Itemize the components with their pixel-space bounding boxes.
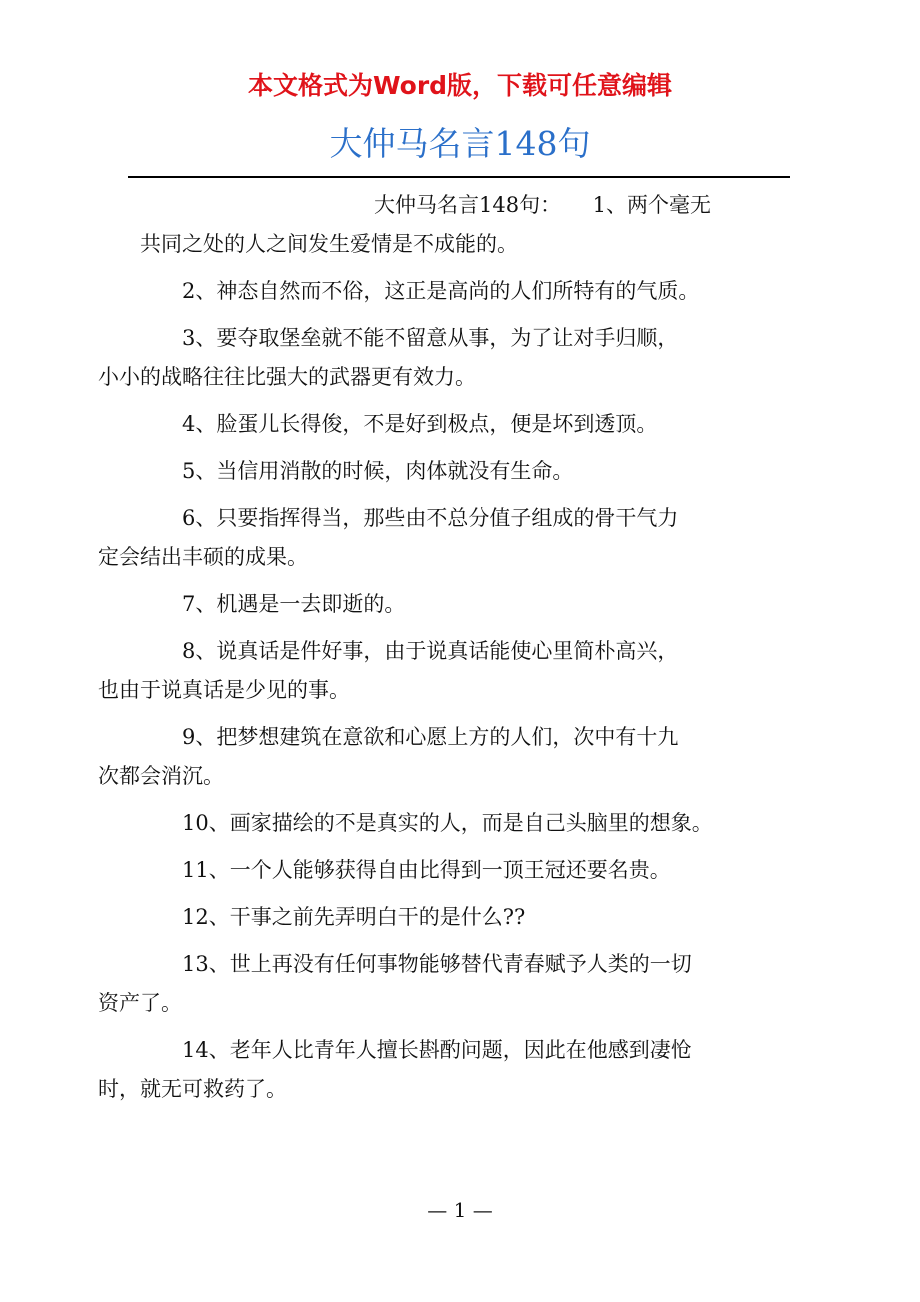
quote-line: 时，就无可救药了。: [98, 1077, 287, 1101]
quote-line: 也由于说真话是少见的事。: [98, 678, 350, 702]
quote-paragraph: [98, 945, 790, 1023]
quote-line: 资产了。: [98, 991, 182, 1015]
quote-line: 9、把梦想建筑在意欲和心愿上方的人们，次中有十九: [182, 725, 679, 749]
quote-line: 3、要夺取堡垒就不能不留意从事，为了让对手归顺，: [182, 326, 679, 350]
intro-line-1: 大仲马名言148句： 1、两个毫无: [374, 193, 711, 217]
quote-paragraph: [98, 499, 790, 577]
quote-line: 小小的战略往往比强大的武器更有效力。: [98, 365, 476, 389]
quote-paragraph: [140, 272, 790, 311]
quote-line: 2、神态自然而不俗，这正是高尚的人们所特有的气质。: [182, 279, 700, 303]
quote-paragraph: [140, 851, 790, 890]
page-number: — 1 —: [427, 1198, 493, 1222]
quote-line: 14、老年人比青年人擅长斟酌问题，因此在他感到凄怆: [182, 1038, 692, 1062]
quote-paragraph: [98, 1031, 790, 1109]
quote-line: 6、只要指挥得当，那些由不总分值子组成的骨干气力: [182, 506, 679, 530]
quote-line: 8、说真话是件好事，由于说真话能使心里简朴高兴，: [182, 639, 679, 663]
quote-line: 定会结出丰硕的成果。: [98, 545, 308, 569]
quote-paragraph: [140, 452, 790, 491]
document-body: [98, 186, 790, 1117]
intro-line-2: 共同之处的人之间发生爱情是不成能的。: [140, 232, 518, 256]
quote-paragraph: [140, 804, 790, 843]
quote-paragraph: [140, 405, 790, 444]
intro-paragraph: [140, 186, 790, 264]
quote-line: 5、当信用消散的时候，肉体就没有生命。: [182, 459, 574, 483]
quote-paragraph: [98, 632, 790, 710]
quote-line: 次都会消沉。: [98, 764, 224, 788]
quote-paragraph: [140, 898, 790, 937]
quote-line: 12、干事之前先弄明白干的是什么??: [182, 905, 526, 929]
quote-line: 4、脸蛋儿长得俊，不是好到极点，便是坏到透顶。: [182, 412, 658, 436]
quote-line: 13、世上再没有任何事物能够替代青春赋予人类的一切: [182, 952, 692, 976]
title-divider: [128, 176, 790, 178]
quote-line: 7、机遇是一去即逝的。: [182, 592, 406, 616]
quote-paragraph: [140, 585, 790, 624]
quote-paragraph: [98, 718, 790, 796]
quote-paragraph: [98, 319, 790, 397]
quote-line: 10、画家描绘的不是真实的人，而是自己头脑里的想象。: [182, 811, 713, 835]
quote-line: 11、一个人能够获得自由比得到一顶王冠还要名贵。: [182, 858, 671, 882]
quote-list: [98, 272, 790, 1109]
document-title: 大仲马名言148句: [329, 124, 591, 163]
format-notice: 本文格式为Word版，下载可任意编辑: [247, 71, 673, 100]
